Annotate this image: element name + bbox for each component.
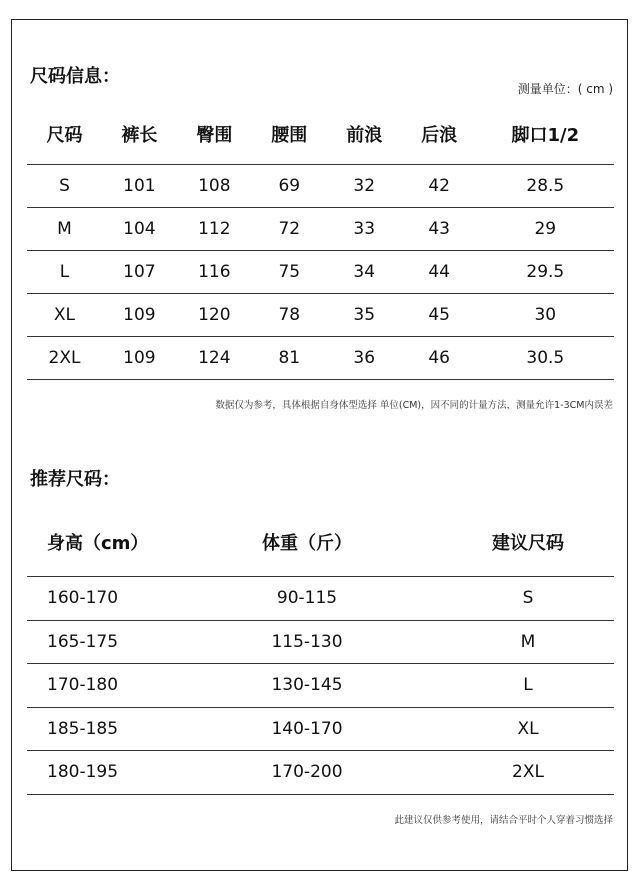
recommend-table-cell: 130-145 <box>172 664 442 708</box>
recommend-table-cell: M <box>442 620 614 664</box>
recommend-table-cell: 115-130 <box>172 620 442 664</box>
size-table-cell: 69 <box>252 165 327 208</box>
recommend-table-cell: S <box>442 577 614 621</box>
recommend-note: 此建议仅供参考使用，请结合平时个人穿着习惯选择 <box>394 815 613 826</box>
size-table-header-cell: 后浪 <box>421 124 458 146</box>
recommend-table-header <box>27 508 614 577</box>
size-table-cell: 33 <box>327 208 402 251</box>
recommend-title: 推荐尺码： <box>30 469 120 490</box>
size-table-cell: 45 <box>402 294 477 337</box>
recommend-table-cell: 170-180 <box>27 664 172 708</box>
recommend-table-cell: 165-175 <box>27 620 172 664</box>
size-table-cell: XL <box>27 294 102 337</box>
size-note: 数据仅为参考，具体根据自身体型选择 单位(CM)，因不同的计量方法，测量允许1-3CM内误差 <box>215 400 613 411</box>
size-table-header-cell: 前浪 <box>346 124 383 146</box>
page-frame-bottom <box>11 870 628 871</box>
size-table-header-cell: 臀围 <box>196 124 233 146</box>
table-row <box>27 251 614 294</box>
table-row <box>27 165 614 208</box>
recommend-table-cell: 160-170 <box>27 577 172 621</box>
recommend-table-cell: 90-115 <box>172 577 442 621</box>
recommend-table-cell: L <box>442 664 614 708</box>
recommend-table-cell: 2XL <box>442 751 614 795</box>
unit-note: 测量单位：( cm ) <box>517 82 613 96</box>
recommend-table-body <box>27 577 614 795</box>
size-table-cell: 28.5 <box>477 165 614 208</box>
recommend-table-header-cell: 建议尺码 <box>492 533 564 554</box>
table-row <box>27 664 614 708</box>
size-table-header <box>27 103 614 165</box>
size-table-cell: 44 <box>402 251 477 294</box>
recommend-table-cell: 170-200 <box>172 751 442 795</box>
table-row <box>27 294 614 337</box>
size-table-header-cell: 裤长 <box>121 124 158 146</box>
recommend-table-cell: 180-195 <box>27 751 172 795</box>
size-table-cell: 124 <box>177 337 252 380</box>
table-row <box>27 337 614 380</box>
size-table-cell: 34 <box>327 251 402 294</box>
table-row <box>27 208 614 251</box>
size-table-cell: 30.5 <box>477 337 614 380</box>
size-table-cell: 72 <box>252 208 327 251</box>
size-table-cell: 116 <box>177 251 252 294</box>
recommend-table-cell: XL <box>442 707 614 751</box>
size-table-cell: 43 <box>402 208 477 251</box>
table-row <box>27 707 614 751</box>
size-info-title: 尺码信息： <box>30 66 120 87</box>
table-row <box>27 577 614 621</box>
size-table-cell: L <box>27 251 102 294</box>
size-table-cell: 36 <box>327 337 402 380</box>
table-row <box>27 751 614 795</box>
size-table-cell: 109 <box>102 337 177 380</box>
size-table-cell: 104 <box>102 208 177 251</box>
recommend-table-cell: 140-170 <box>172 707 442 751</box>
size-table-header-cell: 尺码 <box>46 124 83 146</box>
size-table-cell: 29 <box>477 208 614 251</box>
size-table-body <box>27 165 614 380</box>
size-table-cell: S <box>27 165 102 208</box>
size-table-cell: 32 <box>327 165 402 208</box>
size-table-cell: 30 <box>477 294 614 337</box>
size-table-cell: 101 <box>102 165 177 208</box>
table-row <box>27 620 614 664</box>
size-table-cell: 75 <box>252 251 327 294</box>
recommend-table-header-cell: 体重（斤） <box>262 533 352 554</box>
size-table-cell: 29.5 <box>477 251 614 294</box>
size-table-cell: 81 <box>252 337 327 380</box>
size-table <box>27 103 614 380</box>
size-table-cell: 2XL <box>27 337 102 380</box>
size-table-cell: 108 <box>177 165 252 208</box>
size-table-cell: 109 <box>102 294 177 337</box>
size-table-cell: 112 <box>177 208 252 251</box>
size-table-cell: M <box>27 208 102 251</box>
size-table-header-cell: 腰围 <box>271 124 308 146</box>
size-table-header-cell: 脚口1/2 <box>511 124 580 146</box>
recommend-table-cell: 185-185 <box>27 707 172 751</box>
size-table-cell: 42 <box>402 165 477 208</box>
size-table-cell: 107 <box>102 251 177 294</box>
recommend-table-header-cell: 身高（cm） <box>47 533 149 554</box>
size-table-cell: 46 <box>402 337 477 380</box>
size-table-cell: 35 <box>327 294 402 337</box>
size-table-cell: 120 <box>177 294 252 337</box>
size-table-cell: 78 <box>252 294 327 337</box>
recommend-table <box>27 508 614 795</box>
